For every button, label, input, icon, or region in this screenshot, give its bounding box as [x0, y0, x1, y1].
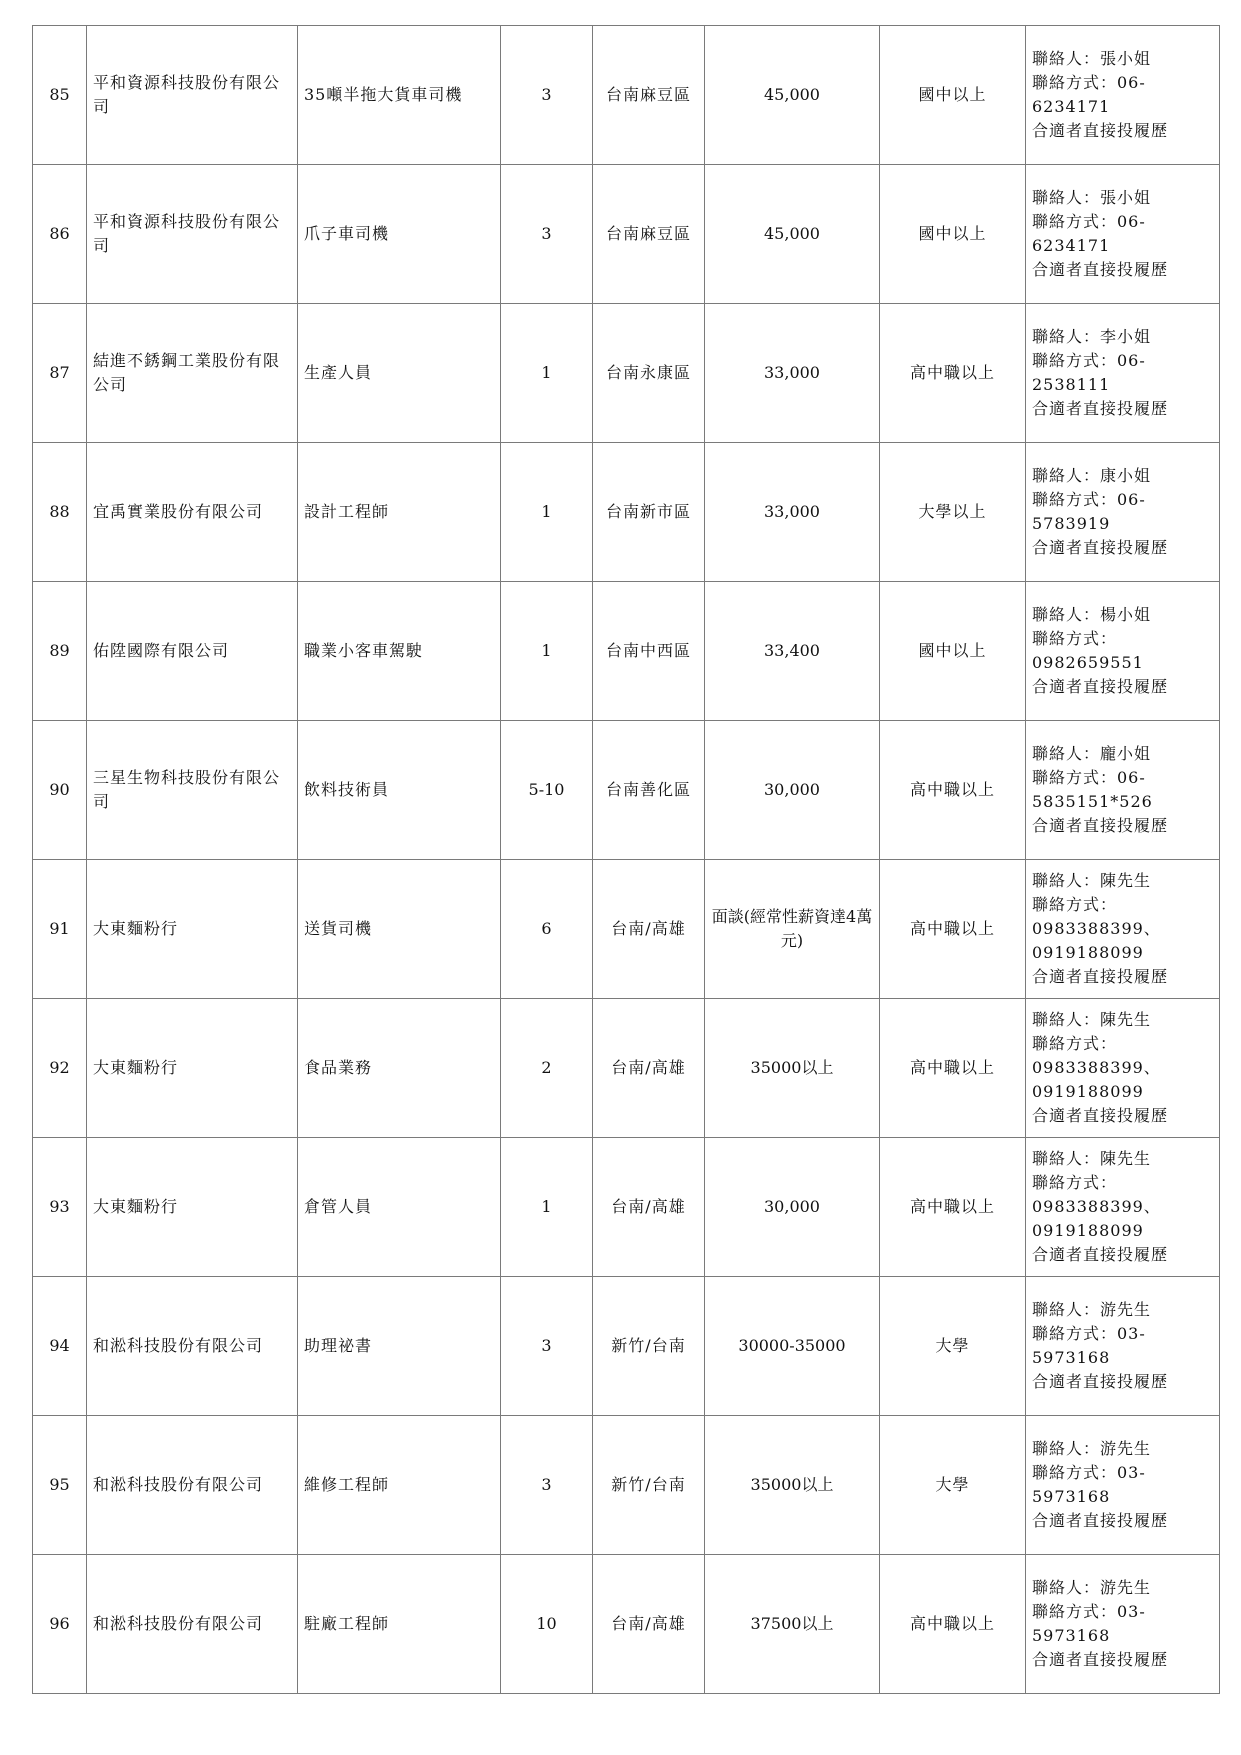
company-name: 平和資源科技股份有限公司 [87, 165, 298, 304]
contact-line: 合適者直接投履歷 [1032, 1106, 1169, 1125]
contact-info [1026, 860, 1220, 999]
salary: 面談(經常性薪資達4萬元) [705, 860, 880, 999]
contact-line: 0919188099 [1032, 1082, 1144, 1101]
contact-line: 聯絡人：游先生 [1032, 1300, 1152, 1319]
contact-line: 聯絡方式：03- [1032, 1324, 1146, 1343]
job-title: 35噸半拖大貨車司機 [298, 26, 501, 165]
salary: 45,000 [705, 165, 880, 304]
education-requirement: 高中職以上 [880, 721, 1026, 860]
contact-line: 聯絡方式：06- [1032, 768, 1146, 787]
contact-line: 聯絡方式： [1032, 1034, 1118, 1053]
contact-info [1026, 1138, 1220, 1277]
company-name: 大東麵粉行 [87, 1138, 298, 1277]
contact-line: 聯絡方式：03- [1032, 1602, 1146, 1621]
headcount: 2 [501, 999, 593, 1138]
contact-line: 聯絡人：張小姐 [1032, 49, 1152, 68]
contact-line: 5835151*526 [1032, 792, 1153, 811]
row-number: 88 [33, 443, 87, 582]
work-location: 台南/高雄 [593, 1555, 705, 1694]
work-location: 台南善化區 [593, 721, 705, 860]
contact-line: 2538111 [1032, 375, 1111, 394]
contact-line: 聯絡人：陳先生 [1032, 871, 1152, 890]
education-requirement: 高中職以上 [880, 860, 1026, 999]
contact-info [1026, 443, 1220, 582]
company-name: 大東麵粉行 [87, 999, 298, 1138]
row-number: 85 [33, 26, 87, 165]
headcount: 5-10 [501, 721, 593, 860]
company-name: 結進不銹鋼工業股份有限公司 [87, 304, 298, 443]
job-title: 爪子車司機 [298, 165, 501, 304]
salary: 37500以上 [705, 1555, 880, 1694]
company-name: 平和資源科技股份有限公司 [87, 26, 298, 165]
contact-line: 合適者直接投履歷 [1032, 816, 1169, 835]
headcount: 10 [501, 1555, 593, 1694]
table-row [33, 443, 1220, 582]
contact-line: 聯絡方式：06- [1032, 212, 1146, 231]
contact-line: 合適者直接投履歷 [1032, 399, 1169, 418]
education-requirement: 國中以上 [880, 26, 1026, 165]
table-row [33, 165, 1220, 304]
salary: 35000以上 [705, 1416, 880, 1555]
contact-line: 0919188099 [1032, 1221, 1144, 1240]
contact-line: 聯絡人：康小姐 [1032, 466, 1152, 485]
contact-info [1026, 1555, 1220, 1694]
company-name: 和淞科技股份有限公司 [87, 1555, 298, 1694]
headcount: 6 [501, 860, 593, 999]
row-number: 90 [33, 721, 87, 860]
job-title: 送貨司機 [298, 860, 501, 999]
contact-line: 聯絡方式： [1032, 895, 1118, 914]
row-number: 89 [33, 582, 87, 721]
education-requirement: 國中以上 [880, 165, 1026, 304]
table-row [33, 582, 1220, 721]
headcount: 3 [501, 1277, 593, 1416]
company-name: 宜禹實業股份有限公司 [87, 443, 298, 582]
contact-line: 合適者直接投履歷 [1032, 121, 1169, 140]
contact-line: 5973168 [1032, 1348, 1111, 1367]
job-title: 職業小客車駕駛 [298, 582, 501, 721]
company-name: 佑陞國際有限公司 [87, 582, 298, 721]
contact-line: 聯絡方式：06- [1032, 490, 1146, 509]
contact-line: 0983388399、 [1032, 1058, 1161, 1077]
contact-line: 5783919 [1032, 514, 1111, 533]
job-title: 維修工程師 [298, 1416, 501, 1555]
contact-line: 聯絡方式：06- [1032, 73, 1146, 92]
contact-line: 5973168 [1032, 1626, 1111, 1645]
work-location: 台南中西區 [593, 582, 705, 721]
education-requirement: 大學以上 [880, 443, 1026, 582]
salary: 30,000 [705, 1138, 880, 1277]
row-number: 96 [33, 1555, 87, 1694]
education-requirement: 高中職以上 [880, 304, 1026, 443]
contact-info [1026, 165, 1220, 304]
contact-line: 聯絡人：陳先生 [1032, 1010, 1152, 1029]
contact-line: 0983388399、 [1032, 1197, 1161, 1216]
row-number: 91 [33, 860, 87, 999]
table-row [33, 1416, 1220, 1555]
headcount: 1 [501, 304, 593, 443]
salary: 33,000 [705, 304, 880, 443]
company-name: 和淞科技股份有限公司 [87, 1277, 298, 1416]
job-title: 駐廠工程師 [298, 1555, 501, 1694]
contact-line: 聯絡方式： [1032, 629, 1118, 648]
contact-info [1026, 304, 1220, 443]
job-title: 助理祕書 [298, 1277, 501, 1416]
contact-info [1026, 1416, 1220, 1555]
row-number: 94 [33, 1277, 87, 1416]
salary: 30000-35000 [705, 1277, 880, 1416]
contact-line: 5973168 [1032, 1487, 1111, 1506]
contact-line: 聯絡方式： [1032, 1173, 1118, 1192]
education-requirement: 大學 [880, 1277, 1026, 1416]
table-row [33, 999, 1220, 1138]
salary: 35000以上 [705, 999, 880, 1138]
contact-line: 合適者直接投履歷 [1032, 967, 1169, 986]
contact-line: 0982659551 [1032, 653, 1144, 672]
contact-line: 聯絡人：張小姐 [1032, 188, 1152, 207]
job-title: 飲料技術員 [298, 721, 501, 860]
job-title: 食品業務 [298, 999, 501, 1138]
education-requirement: 國中以上 [880, 582, 1026, 721]
contact-line: 聯絡人：龐小姐 [1032, 744, 1152, 763]
contact-line: 聯絡人：游先生 [1032, 1578, 1152, 1597]
salary: 30,000 [705, 721, 880, 860]
table-row [33, 1138, 1220, 1277]
contact-info [1026, 1277, 1220, 1416]
work-location: 新竹/台南 [593, 1416, 705, 1555]
contact-line: 0919188099 [1032, 943, 1144, 962]
contact-line: 6234171 [1032, 97, 1111, 116]
company-name: 三星生物科技股份有限公司 [87, 721, 298, 860]
work-location: 新竹/台南 [593, 1277, 705, 1416]
contact-line: 合適者直接投履歷 [1032, 1372, 1169, 1391]
contact-line: 聯絡人：楊小姐 [1032, 605, 1152, 624]
contact-info [1026, 999, 1220, 1138]
contact-line: 合適者直接投履歷 [1032, 260, 1169, 279]
contact-line: 聯絡方式：06- [1032, 351, 1146, 370]
contact-line: 合適者直接投履歷 [1032, 538, 1169, 557]
company-name: 大東麵粉行 [87, 860, 298, 999]
work-location: 台南新市區 [593, 443, 705, 582]
table-body [33, 26, 1220, 1694]
work-location: 台南/高雄 [593, 999, 705, 1138]
contact-line: 合適者直接投履歷 [1032, 1511, 1169, 1530]
table-row [33, 1555, 1220, 1694]
contact-info [1026, 582, 1220, 721]
education-requirement: 大學 [880, 1416, 1026, 1555]
contact-info [1026, 721, 1220, 860]
table-row [33, 721, 1220, 860]
contact-line: 聯絡人：游先生 [1032, 1439, 1152, 1458]
work-location: 台南/高雄 [593, 1138, 705, 1277]
salary: 33,400 [705, 582, 880, 721]
work-location: 台南永康區 [593, 304, 705, 443]
job-listings-table [32, 25, 1220, 1694]
contact-line: 合適者直接投履歷 [1032, 677, 1169, 696]
contact-line: 0983388399、 [1032, 919, 1161, 938]
headcount: 1 [501, 582, 593, 721]
headcount: 3 [501, 165, 593, 304]
work-location: 台南/高雄 [593, 860, 705, 999]
job-title: 生產人員 [298, 304, 501, 443]
headcount: 1 [501, 443, 593, 582]
headcount: 1 [501, 1138, 593, 1277]
work-location: 台南麻豆區 [593, 165, 705, 304]
row-number: 93 [33, 1138, 87, 1277]
contact-info [1026, 26, 1220, 165]
education-requirement: 高中職以上 [880, 1138, 1026, 1277]
job-title: 倉管人員 [298, 1138, 501, 1277]
headcount: 3 [501, 26, 593, 165]
row-number: 92 [33, 999, 87, 1138]
contact-line: 6234171 [1032, 236, 1111, 255]
row-number: 86 [33, 165, 87, 304]
contact-line: 聯絡人：李小姐 [1032, 327, 1152, 346]
education-requirement: 高中職以上 [880, 1555, 1026, 1694]
table-row [33, 304, 1220, 443]
salary: 33,000 [705, 443, 880, 582]
contact-line: 合適者直接投履歷 [1032, 1650, 1169, 1669]
contact-line: 聯絡方式：03- [1032, 1463, 1146, 1482]
salary: 45,000 [705, 26, 880, 165]
table-row [33, 26, 1220, 165]
contact-line: 合適者直接投履歷 [1032, 1245, 1169, 1264]
table-row [33, 860, 1220, 999]
table-row [33, 1277, 1220, 1416]
row-number: 87 [33, 304, 87, 443]
education-requirement: 高中職以上 [880, 999, 1026, 1138]
contact-line: 聯絡人：陳先生 [1032, 1149, 1152, 1168]
headcount: 3 [501, 1416, 593, 1555]
work-location: 台南麻豆區 [593, 26, 705, 165]
row-number: 95 [33, 1416, 87, 1555]
job-title: 設計工程師 [298, 443, 501, 582]
company-name: 和淞科技股份有限公司 [87, 1416, 298, 1555]
